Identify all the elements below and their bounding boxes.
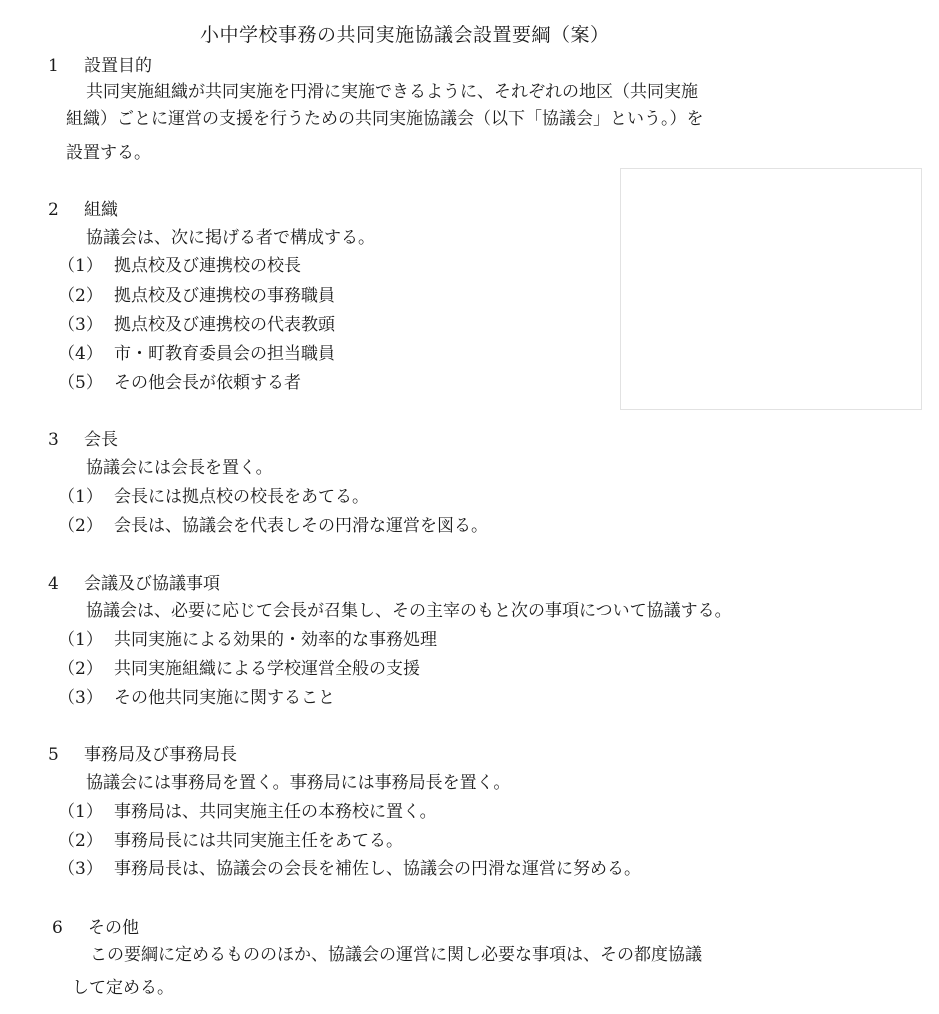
- section-2-item-2: （2） 拠点校及び連携校の事務職員: [58, 286, 335, 306]
- section-3-item-1: （1） 会長には拠点校の校長をあてる。: [58, 487, 369, 507]
- section-1-line-3: 設置する。: [66, 143, 151, 163]
- section-1-line-1: 共同実施組織が共同実施を円滑に実施できるように、それぞれの地区（共同実施: [86, 82, 698, 102]
- section-5-item-2: （2） 事務局長には共同実施主任をあてる。: [58, 831, 403, 851]
- section-5-item-1: （1） 事務局は、共同実施主任の本務校に置く。: [58, 802, 437, 822]
- section-1-line-2: 組織）ごとに運営の支援を行うための共同実施協議会（以下「協議会」という。）を: [66, 109, 704, 129]
- section-2-item-5: （5） その他会長が依頼する者: [58, 373, 301, 393]
- section-2-item-4: （4） 市・町教育委員会の担当職員: [58, 344, 335, 364]
- section-1-heading: 1 設置目的: [48, 56, 152, 76]
- section-5-heading: 5 事務局及び事務局長: [48, 745, 237, 765]
- section-4-heading: 4 会議及び協議事項: [48, 574, 220, 594]
- bleed-through-table: [620, 168, 922, 410]
- section-4-item-2: （2） 共同実施組織による学校運営全般の支援: [58, 659, 420, 679]
- section-2-line-1: 協議会は、次に掲げる者で構成する。: [86, 228, 375, 248]
- section-4-item-1: （1） 共同実施による効果的・効率的な事務処理: [58, 630, 437, 650]
- section-2-item-1: （1） 拠点校及び連携校の校長: [58, 256, 301, 276]
- section-4-line-1: 協議会は、必要に応じて会長が召集し、その主宰のもと次の事項について協議する。: [86, 601, 732, 621]
- section-6-line-2: して定める。: [72, 978, 174, 998]
- section-6-heading: 6 その他: [52, 918, 139, 938]
- section-2-item-3: （3） 拠点校及び連携校の代表教頭: [58, 315, 335, 335]
- section-5-line-1: 協議会には事務局を置く。事務局には事務局長を置く。: [86, 773, 511, 793]
- section-3-line-1: 協議会には会長を置く。: [86, 458, 273, 478]
- section-3-item-2: （2） 会長は、協議会を代表しその円滑な運営を図る。: [58, 516, 488, 536]
- document-title: 小中学校事務の共同実施協議会設置要綱（案）: [200, 24, 610, 46]
- section-3-heading: 3 会長: [48, 430, 118, 450]
- section-5-item-3: （3） 事務局長は、協議会の会長を補佐し、協議会の円滑な運営に努める。: [58, 859, 641, 879]
- section-4-item-3: （3） その他共同実施に関すること: [58, 688, 335, 708]
- section-6-line-1: この要綱に定めるもののほか、協議会の運営に関し必要な事項は、その都度協議: [90, 945, 702, 965]
- section-2-heading: 2 組織: [48, 200, 118, 220]
